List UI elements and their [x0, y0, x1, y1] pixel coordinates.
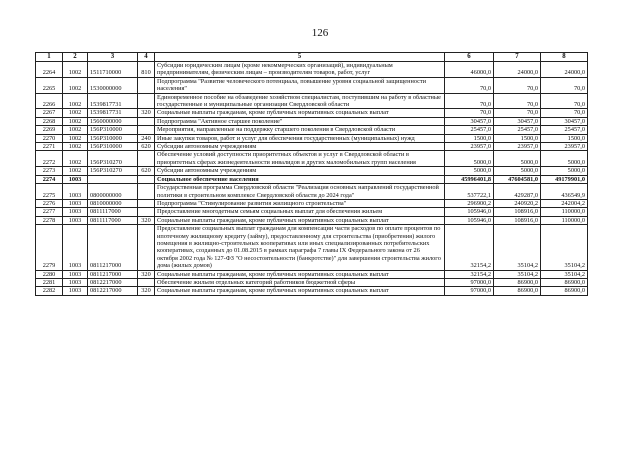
amount-year1-cell: 45996401,8	[445, 175, 494, 183]
amount-year1-cell: 32154,2	[445, 270, 494, 278]
column-header: 6	[445, 53, 494, 62]
description-cell: Социальные выплаты гражданам, кроме публичных нормативных социальных выплат	[155, 216, 445, 224]
table-row	[36, 109, 588, 117]
table-row	[36, 270, 588, 278]
amount-year2-cell: 23957,0	[494, 143, 541, 151]
amount-year3-cell: 70,0	[541, 109, 588, 117]
expense-type-cell: 620	[138, 167, 155, 175]
amount-year1-cell: 70,0	[445, 77, 494, 93]
expense-type-cell: 320	[138, 109, 155, 117]
row-number-cell: 2271	[36, 143, 63, 151]
section-code-cell: 1003	[63, 184, 88, 200]
description-cell: Единовременное пособие на обзаведение хозяйством специалистам, поступившим на работу в областные государственные и муниципальные организации Свердловской области	[155, 93, 445, 109]
table-row	[36, 216, 588, 224]
page-number: 126	[311, 27, 329, 39]
amount-year1-cell: 46000,0	[445, 62, 494, 78]
amount-year2-cell: 30457,0	[494, 117, 541, 125]
section-code-cell: 1003	[63, 208, 88, 216]
table-row	[36, 77, 588, 93]
amount-year2-cell: 240920,2	[494, 199, 541, 207]
expense-type-cell: 240	[138, 134, 155, 142]
table-header-row	[36, 53, 588, 62]
amount-year3-cell: 24000,0	[541, 62, 588, 78]
description-cell: Социальное обеспечение населения	[155, 175, 445, 183]
section-code-cell: 1002	[63, 77, 88, 93]
amount-year3-cell: 110000,0	[541, 208, 588, 216]
column-header: 8	[541, 53, 588, 62]
description-cell: Иные закупки товаров, работ и услуг для обеспечения государственных (муниципальных) нужд	[155, 134, 445, 142]
section-code-cell: 1002	[63, 151, 88, 167]
section-code-cell: 1002	[63, 143, 88, 151]
target-article-cell: 1511710000	[88, 62, 138, 78]
expense-type-cell: 320	[138, 287, 155, 295]
column-header: 4	[138, 53, 155, 62]
column-header: 7	[494, 53, 541, 62]
table-row	[36, 199, 588, 207]
amount-year3-cell: 70,0	[541, 77, 588, 93]
target-article-cell: 1560000000	[88, 117, 138, 125]
row-number-cell: 2280	[36, 270, 63, 278]
target-article-cell	[88, 175, 138, 183]
amount-year2-cell: 5000,0	[494, 151, 541, 167]
amount-year1-cell: 97000,0	[445, 287, 494, 295]
target-article-cell: 1539817731	[88, 109, 138, 117]
expense-type-cell	[138, 93, 155, 109]
amount-year3-cell: 23957,0	[541, 143, 588, 151]
amount-year2-cell: 86900,0	[494, 278, 541, 286]
amount-year2-cell: 108916,0	[494, 208, 541, 216]
table-row	[36, 208, 588, 216]
expense-type-cell: 320	[138, 216, 155, 224]
row-number-cell: 2269	[36, 126, 63, 134]
table-row	[36, 287, 588, 295]
budget-table	[35, 52, 588, 296]
amount-year1-cell: 537722,1	[445, 184, 494, 200]
row-number-cell: 2265	[36, 77, 63, 93]
amount-year3-cell: 5000,0	[541, 167, 588, 175]
table-row	[36, 225, 588, 270]
row-number-cell: 2270	[36, 134, 63, 142]
target-article-cell: 0811117000	[88, 208, 138, 216]
table-row	[36, 167, 588, 175]
amount-year3-cell: 86900,0	[541, 278, 588, 286]
row-number-cell: 2281	[36, 278, 63, 286]
section-code-cell: 1003	[63, 199, 88, 207]
row-number-cell: 2282	[36, 287, 63, 295]
amount-year3-cell: 110000,0	[541, 216, 588, 224]
row-number-cell: 2268	[36, 117, 63, 125]
amount-year3-cell: 70,0	[541, 93, 588, 109]
table-row	[36, 134, 588, 142]
expense-type-cell	[138, 151, 155, 167]
amount-year3-cell: 242004,2	[541, 199, 588, 207]
description-cell: Обеспечение условий доступности приоритетных объектов и услуг в Свердловской области в приоритетных сферах жизнедеятельности инвалидов и других маломобильных групп населения	[155, 151, 445, 167]
row-number-cell: 2266	[36, 93, 63, 109]
amount-year1-cell: 105946,0	[445, 216, 494, 224]
target-article-cell: 156P310000	[88, 143, 138, 151]
section-code-cell: 1003	[63, 287, 88, 295]
amount-year3-cell: 1500,0	[541, 134, 588, 142]
description-cell: Подпрограмма "Активное старшее поколение"	[155, 117, 445, 125]
amount-year2-cell: 1500,0	[494, 134, 541, 142]
row-number-cell: 2267	[36, 109, 63, 117]
amount-year1-cell: 105946,0	[445, 208, 494, 216]
section-code-cell: 1003	[63, 225, 88, 270]
table-row	[36, 62, 588, 78]
amount-year3-cell: 5000,0	[541, 151, 588, 167]
amount-year3-cell: 436549,9	[541, 184, 588, 200]
expense-type-cell	[138, 184, 155, 200]
description-cell: Социальные выплаты гражданам, кроме публичных нормативных социальных выплат	[155, 109, 445, 117]
expense-type-cell	[138, 225, 155, 270]
row-number-cell: 2278	[36, 216, 63, 224]
description-cell: Подпрограмма "Развитие человеческого потенциала, повышение уровня социальной защищенности населения"	[155, 77, 445, 93]
table-row	[36, 175, 588, 183]
amount-year1-cell: 32154,2	[445, 225, 494, 270]
amount-year2-cell: 25457,0	[494, 126, 541, 134]
row-number-cell: 2276	[36, 199, 63, 207]
target-article-cell: 0810000000	[88, 199, 138, 207]
expense-type-cell	[138, 278, 155, 286]
section-code-cell: 1002	[63, 117, 88, 125]
table-row	[36, 126, 588, 134]
row-number-cell: 2272	[36, 151, 63, 167]
section-code-cell: 1002	[63, 109, 88, 117]
amount-year2-cell: 24000,0	[494, 62, 541, 78]
description-cell: Субсидии автономным учреждениям	[155, 167, 445, 175]
amount-year2-cell: 70,0	[494, 93, 541, 109]
amount-year2-cell: 5000,0	[494, 167, 541, 175]
table-row	[36, 117, 588, 125]
amount-year2-cell: 70,0	[494, 109, 541, 117]
table-row	[36, 143, 588, 151]
amount-year2-cell: 70,0	[494, 77, 541, 93]
description-cell: Подпрограмма "Стимулирование развития жилищного строительства"	[155, 199, 445, 207]
amount-year3-cell: 25457,0	[541, 126, 588, 134]
description-cell: Государственная программа Свердловской области "Реализация основных направлений государственной политики в строительном комплексе Свердловской области до 2024 года"	[155, 184, 445, 200]
description-cell: Мероприятия, направленные на поддержку старшего поколения в Свердловской области	[155, 126, 445, 134]
column-header: 1	[36, 53, 63, 62]
table-row	[36, 278, 588, 286]
target-article-cell: 156P310000	[88, 134, 138, 142]
section-code-cell: 1002	[63, 126, 88, 134]
expense-type-cell: 810	[138, 62, 155, 78]
amount-year1-cell: 5000,0	[445, 151, 494, 167]
amount-year1-cell: 70,0	[445, 109, 494, 117]
amount-year3-cell: 86900,0	[541, 287, 588, 295]
target-article-cell: 156P310000	[88, 126, 138, 134]
target-article-cell: 156P310270	[88, 167, 138, 175]
column-header: 2	[63, 53, 88, 62]
amount-year2-cell: 86900,0	[494, 287, 541, 295]
description-cell: Социальные выплаты гражданам, кроме публичных нормативных социальных выплат	[155, 270, 445, 278]
target-article-cell: 156P310270	[88, 151, 138, 167]
description-cell: Предоставление социальных выплат гражданам для компенсации части расходов по оплате процентов по ипотечному жилищному кредиту (займу), предоставленному для строительства (приобретения) жилого помещения в жилищно-строительных кооперативах или иных специализированных потребительских кооперативах, созданных до 01.08.2015 в рамках параграфа 7 главы IX Федерального закона от 26 октября 2002 года № 127-ФЗ "О несостоятельности (банкротстве)" для завершения строительства жилого дома (жилых домов)	[155, 225, 445, 270]
table-body	[36, 62, 588, 296]
amount-year2-cell: 47604581,0	[494, 175, 541, 183]
target-article-cell: 0811217000	[88, 225, 138, 270]
amount-year3-cell: 35104,2	[541, 225, 588, 270]
amount-year1-cell: 70,0	[445, 93, 494, 109]
row-number-cell: 2273	[36, 167, 63, 175]
amount-year1-cell: 25457,0	[445, 126, 494, 134]
target-article-cell: 0800000000	[88, 184, 138, 200]
target-article-cell: 0811217000	[88, 270, 138, 278]
expense-type-cell	[138, 199, 155, 207]
description-cell: Социальные выплаты гражданам, кроме публичных нормативных социальных выплат	[155, 287, 445, 295]
expense-type-cell: 320	[138, 270, 155, 278]
section-code-cell: 1003	[63, 216, 88, 224]
section-code-cell: 1003	[63, 175, 88, 183]
row-number-cell: 2277	[36, 208, 63, 216]
section-code-cell: 1002	[63, 62, 88, 78]
amount-year3-cell: 30457,0	[541, 117, 588, 125]
section-code-cell: 1003	[63, 278, 88, 286]
amount-year2-cell: 429287,0	[494, 184, 541, 200]
description-cell: Субсидии юридическим лицам (кроме некоммерческих организаций), индивидуальным предпринимателям, физическим лицам – производителям товаров, работ, услуг	[155, 62, 445, 78]
row-number-cell: 2275	[36, 184, 63, 200]
table-row	[36, 184, 588, 200]
row-number-cell: 2279	[36, 225, 63, 270]
amount-year2-cell: 108916,0	[494, 216, 541, 224]
amount-year2-cell: 35104,2	[494, 270, 541, 278]
target-article-cell: 1539817731	[88, 93, 138, 109]
target-article-cell: 0812217000	[88, 278, 138, 286]
amount-year1-cell: 296900,2	[445, 199, 494, 207]
description-cell: Предоставление многодетным семьям социальных выплат для обеспечения жильем	[155, 208, 445, 216]
amount-year1-cell: 5000,0	[445, 167, 494, 175]
amount-year3-cell: 35104,2	[541, 270, 588, 278]
description-cell: Обеспечение жильем отдельных категорий работников бюджетной сферы	[155, 278, 445, 286]
expense-type-cell	[138, 126, 155, 134]
amount-year2-cell: 35104,2	[494, 225, 541, 270]
amount-year1-cell: 30457,0	[445, 117, 494, 125]
amount-year1-cell: 97000,0	[445, 278, 494, 286]
section-code-cell: 1002	[63, 93, 88, 109]
row-number-cell: 2264	[36, 62, 63, 78]
table-row	[36, 151, 588, 167]
column-header: 5	[155, 53, 445, 62]
expense-type-cell	[138, 77, 155, 93]
target-article-cell: 0811117000	[88, 216, 138, 224]
section-code-cell: 1002	[63, 167, 88, 175]
expense-type-cell	[138, 208, 155, 216]
target-article-cell: 1530000000	[88, 77, 138, 93]
row-number-cell: 2274	[36, 175, 63, 183]
amount-year1-cell: 1500,0	[445, 134, 494, 142]
amount-year3-cell: 49179901,0	[541, 175, 588, 183]
section-code-cell: 1002	[63, 134, 88, 142]
section-code-cell: 1003	[63, 270, 88, 278]
expense-type-cell	[138, 175, 155, 183]
table-row	[36, 93, 588, 109]
target-article-cell: 0812217000	[88, 287, 138, 295]
description-cell: Субсидии автономным учреждениям	[155, 143, 445, 151]
amount-year1-cell: 23957,0	[445, 143, 494, 151]
column-header: 3	[88, 53, 138, 62]
expense-type-cell	[138, 117, 155, 125]
expense-type-cell: 620	[138, 143, 155, 151]
